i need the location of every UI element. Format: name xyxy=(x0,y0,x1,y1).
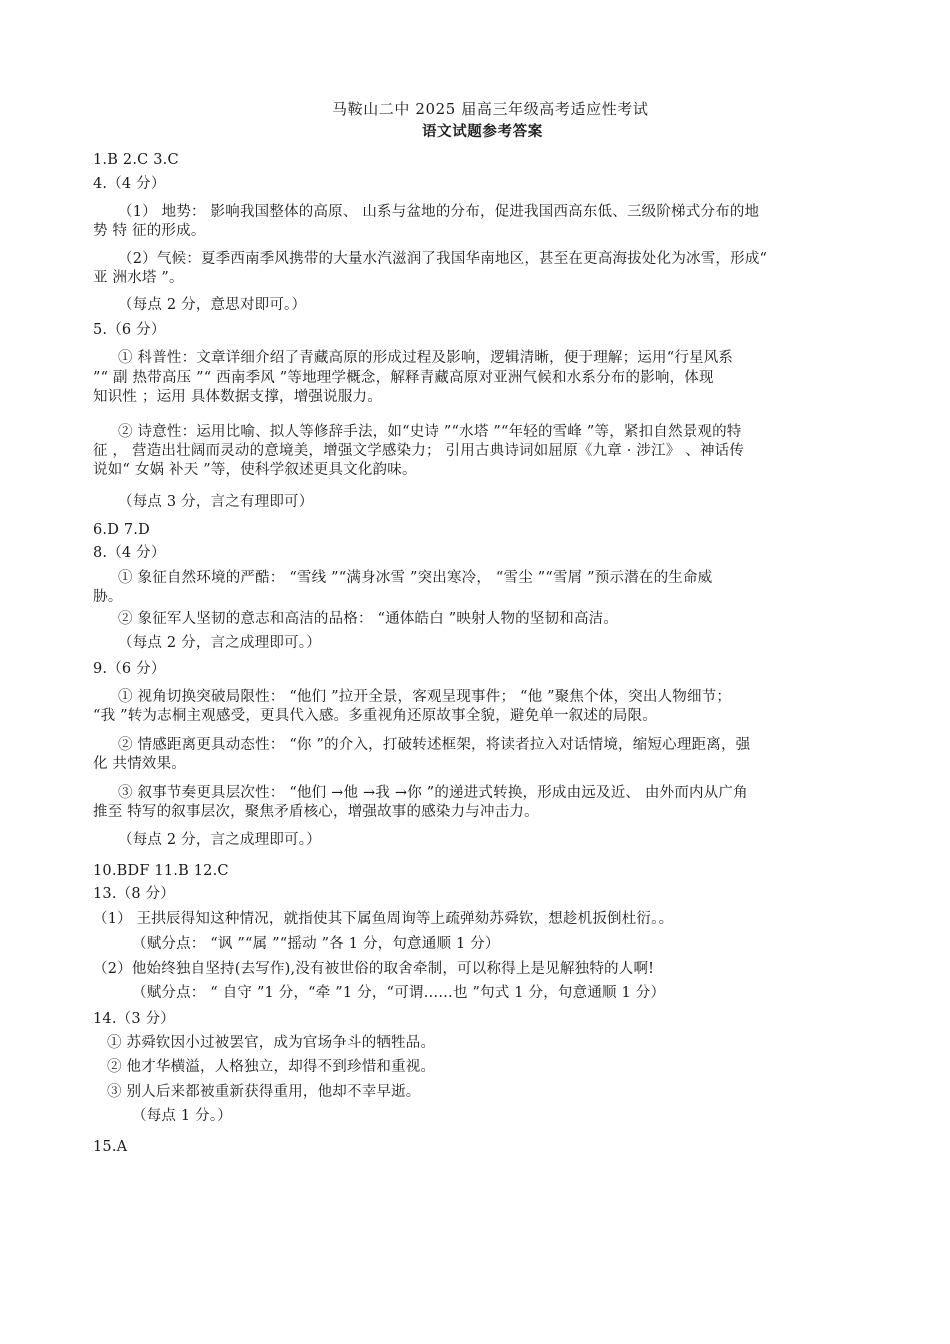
answer-line: 推至 特写的叙事层次，聚焦矛盾核心，增强故事的感染力与冲击力。 xyxy=(93,804,539,820)
answer-line: 9.（6 分） xyxy=(93,661,166,677)
answer-line: “我 ”转为志桐主观感受，更具代入感。多重视角还原故事全貌，避免单一叙述的局限。 xyxy=(93,708,657,724)
answer-line: （每点 2 分，言之成理即可。） xyxy=(118,635,321,651)
answer-line: 化 共情效果。 xyxy=(93,756,187,772)
answer-line: ① 视角切换突破局限性： “他们 ”拉开全景，客观呈现事件； “他 ”聚焦个体，突出人物细节； xyxy=(118,689,732,705)
answer-line: 势 特 征的形成。 xyxy=(93,223,206,239)
answer-line: （赋分点： “讽 ”“属 ”“摇动 ”各 1 分，句意通顺 1 分） xyxy=(132,936,500,952)
answer-line: 10.BDF 11.B 12.C xyxy=(93,863,229,879)
answer-line: ③ 别人后来都被重新获得重用，他却不幸早逝。 xyxy=(107,1084,421,1100)
answer-line: ③ 叙事节奏更具层次性： “他们 →他 →我 →你 ”的递进式转换，形成由远及近、 由外而内从广角 xyxy=(118,785,748,801)
answer-line: ① 科普性：文章详细介绍了青藏高原的形成过程及影响，逻辑清晰，便于理解；运用“行星风系 xyxy=(118,350,734,366)
answer-line: 1.B 2.C 3.C xyxy=(93,152,179,168)
answer-line: ① 苏舜钦因小过被罢官，成为官场争斗的牺牲品。 xyxy=(107,1035,436,1051)
answer-line: （2）他始终独自坚持(去写作),没有被世俗的取舍牵制，可以称得上是见解独特的人啊! xyxy=(93,961,655,977)
answer-line: 4.（4 分） xyxy=(93,176,166,192)
answer-line: 15.A xyxy=(93,1139,128,1155)
answer-line: 13.（8 分） xyxy=(93,886,175,902)
page-title: 马鞍山二中 2025 届高三年级高考适应性考试 xyxy=(332,100,649,118)
answer-line: （2）气候：夏季西南季风携带的大量水汽滋润了我国华南地区，甚至在更高海拔处化为冰雪，形成“ xyxy=(118,251,768,267)
answer-line: 说如“ 女娲 补天 ”等，使科学叙述更具文化韵味。 xyxy=(93,462,417,478)
answer-line: ”“ 副 热带高压 ”“ 西南季风 ”等地理学概念，解释青藏高原对亚洲气候和水系分布的影响，体现 xyxy=(93,370,714,386)
answer-line: 8.（4 分） xyxy=(93,545,166,561)
answer-line: 胁。 xyxy=(93,589,123,605)
answer-line: 6.D 7.D xyxy=(93,522,150,538)
page-subtitle: 语文试题参考答案 xyxy=(422,123,543,140)
answer-line: 14.（3 分） xyxy=(93,1011,175,1027)
answer-line: （1） 王拱辰得知这种情况，就指使其下属鱼周询等上疏弹劾苏舜钦，想趁机扳倒杜衍。。 xyxy=(93,911,674,927)
answer-line: （每点 2 分，意思对即可。） xyxy=(118,297,307,313)
answer-line: 知识性 ；运用 具体数据支撑，增强说服力。 xyxy=(93,389,382,405)
answer-line: （每点 1 分。） xyxy=(132,1108,232,1124)
answer-line: （每点 2 分，言之成理即可。） xyxy=(118,832,321,848)
answer-line: ② 象征军人坚韧的意志和高洁的品格： “通体皓白 ”映射人物的坚韧和高洁。 xyxy=(118,611,619,627)
answer-line: （每点 3 分，言之有理即可） xyxy=(118,494,314,510)
answer-line: ② 他才华横溢，人格独立，却得不到珍惜和重视。 xyxy=(107,1059,436,1075)
answer-line: （1） 地势： 影响我国整体的高原、 山系与盆地的分布，促进我国西高东低、三级阶梯式分布的地 xyxy=(118,204,760,220)
answer-line: 征 ， 营造出壮阔而灵动的意境美，增强文学感染力； 引用古典诗词如屈原《九章 · 涉江》 、神话传 xyxy=(93,443,745,459)
answer-line: （赋分点： “ 自守 ”1 分，“牵 ”1 分，“可谓……也 ”句式 1 分，句意通顺 1 分） xyxy=(132,985,666,1001)
answer-line: 亚 洲水塔 ”。 xyxy=(93,270,184,286)
answer-line: 5.（6 分） xyxy=(93,322,166,338)
answer-line: ② 诗意性：运用比喻、拟人等修辞手法，如“史诗 ”“水塔 ”“年轻的雪峰 ”等，紧扣自然景观的特 xyxy=(118,424,742,440)
answer-line: ② 情感距离更具动态性： “你 ”的介入，打破转述框架，将读者拉入对话情境，缩短心理距离，强 xyxy=(118,737,751,753)
answer-line: ① 象征自然环境的严酷： “雪线 ”“满身冰雪 ”突出寒冷， “雪尘 ”“雪屑 ”预示潜在的生命威 xyxy=(118,570,713,586)
